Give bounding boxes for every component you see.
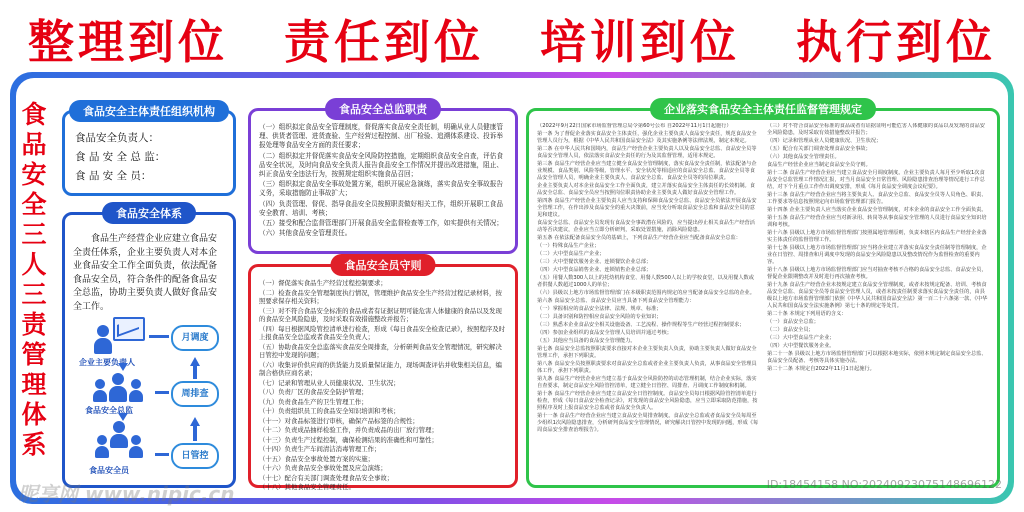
officer-rule: （十四）负责生产车间清洁消毒管理工作； <box>259 445 381 453</box>
regulation-article: 第十四条 企业主要负责人应当落实企业食品安全管理制度，对本企业的食品安全工作全面负责。 <box>767 207 987 213</box>
officer-rule: （二）检查食品安全管理制度执行情况，管理维护食品安全生产经营过程记录材料，按照要求保存相关资料； <box>259 288 502 305</box>
officer-rule: （十八）其他食品安全管理责任。 <box>259 483 355 491</box>
officer-rule: （十二）负责成品抽样检验工作，并负责成品的出厂放行管理； <box>259 426 438 434</box>
slogan-bar <box>0 0 1024 78</box>
regulation-article: 第十七条 县级以上地方市场监督管理部门应当将企业建立并落实食品安全责任制等管理制度，企业在日管控、周排查和月调度中发现的食品安全风险隐患以及整改情况作为监督检查的重要内容。 <box>767 245 987 265</box>
officer-rule: （九）负责食品生产的卫生管理工作； <box>259 397 368 406</box>
regulation-article: 食品生产经营企业应当制定食品安全员守则。 <box>767 162 871 168</box>
regulation-article: 第五条 在依法配备食品安全员的基础上，下列食品生产经营企业应当配备食品安全总监： <box>537 235 741 241</box>
role-food-safety-director: 食 品 安 全 总 监： <box>75 151 166 163</box>
officer-rule: （四）每日根据风险管控清单进行检查，形成《每日食品安全检查记录》，按照程序及时上报食品安全总监或者食品安全负责人； <box>259 324 506 341</box>
regulation-article: （二）大中型食品生产企业； <box>537 251 605 257</box>
regulation-article: （五）配合有关部门调查处理食品安全事故； <box>767 146 871 152</box>
director-duties-title: 食品安全总监职责 <box>325 98 441 120</box>
regulation-article: 第七条 食品安全总监按照职责要求直接对本企业主要负责人负责，协助主要负责人做好食品安全管理工作，承担下列职责。 <box>537 346 757 359</box>
director-duty: （六）其他食品安全管理责任。 <box>259 229 352 238</box>
regulation-article: 第十条 食品生产经营企业应当建立食品安全日管控制度。食品安全员每日根据风险管控清单进行检查，形成《每日食品安全检查记录》，对发现的食品安全风险隐患，应当立即采取防范措施，按照程序及时上报食品安全总监或者食品安全负责人。 <box>537 391 758 411</box>
regulation-article: （四）大中型食品销售企业、连锁销售企业总部； <box>537 267 652 273</box>
system-panel <box>62 207 236 488</box>
node-main-leader: 企业主要负责人 <box>79 358 135 367</box>
node-director: 食品安全总监 <box>85 406 133 415</box>
regulation-article: （三）熟悉本企业食品安全相关设施设备、工艺流程、操作规程等生产经营过程控制要求； <box>537 322 745 328</box>
slogan-2: 责任到位 <box>284 15 484 69</box>
oval-monthly-dispatch: 月调度 <box>171 325 219 351</box>
officer-rule: （十一）对食品标签进行审核，确保产品标签的合规性； <box>259 416 419 425</box>
regulation-article: 第二十条 本规定下列用语的含义： <box>767 311 847 317</box>
regulation-article: （五）用餐人数300人以上的托幼机构食堂、用餐人数500人以上的学校食堂，以及用餐人数或者供餐人数超过1000人的单位； <box>537 275 754 288</box>
regulation-article: 第十二条 食品生产经营企业应当建立食品安全月调度制度。企业主要负责人每月至少听取1次食品安全总监管理工作情况汇报，对当月食品安全日常管理、风险隐患排查治理等情况进行工作总结，对下个月重点工作作出调度安排，形成《每月食品安全调度会议纪要》。 <box>767 170 985 190</box>
arrow-down-icon <box>118 363 128 371</box>
regulation-columns <box>529 111 997 475</box>
director-duty: （四）负责管理、督促、指导食品安全员按照职责做好相关工作，组织开展职工食品安全教育、培训、考核； <box>259 199 503 217</box>
regulation-article: 第二十二条 本规定自2022年11月1日起施行。 <box>767 366 875 372</box>
officer-rule: （十六）负责食品安全事故处置及应急演练； <box>259 464 387 472</box>
officer-rule: （三）对不符合食品安全标准的食品或者有证据证明可能危害人体健康的食品以及发现的食品安全风险隐患，及时采取有效措施整改并报告； <box>259 306 502 323</box>
officer-rule: （八）负责厂区的食品安全防护管理； <box>259 388 368 396</box>
regulation-article: 食品安全总监、食品安全员发现有食品安全事故潜在风险的，应当提出停止相关食品生产经营活动等否决建议，企业应当立即分析研判，采取处置措施，消除风险隐患。 <box>537 220 755 233</box>
org-roles <box>65 129 233 186</box>
officer-rule: （五）协助食品安全总监落实食品安全周排查，分析研判食品安全管理情况，研究解决日管控中发现的问题； <box>259 342 502 359</box>
officer-rule: （十）负责组织员工的食品安全知识培训和考核； <box>259 407 400 415</box>
officer-team-icon <box>95 421 155 461</box>
system-description: 食品生产经营企业应建立食品安全责任体系，企业主要负责人对本企业食品安全工作全面负责，依法配备食品安全员，符合条件的配备食品安全总监，协助主要负责人做好食品安全工作。 <box>73 234 218 312</box>
regulation-panel <box>526 103 1000 488</box>
regulation-article: 第八条 食品安全员按照职责要求对食品安全总监或者企业主要负责人负责，从事食品安全管理具体工作，承担下列职责。 <box>537 361 757 374</box>
arrow-up-stem <box>193 426 197 441</box>
regulation-article: 第四条 食品生产经营企业主要负责人应当支持和保障食品安全总监、食品安全员依法开展食品安全管理工作，在作出涉及食品安全的重大决策前，应当充分听取食品安全总监和食品安全员的意见和建议。 <box>537 198 757 218</box>
regulation-article: 第六条 食品安全总监、食品安全员应当具备下列食品安全管理能力： <box>537 298 695 304</box>
org-panel <box>62 105 236 196</box>
vertical-title: 食品安全三人三责管理体系 <box>21 100 47 459</box>
officer-rules-title: 食品安全员守则 <box>331 254 436 276</box>
slogan-4: 执行到位 <box>796 15 996 69</box>
arrow-right-icon <box>155 391 169 394</box>
oval-daily-control: 日管控 <box>171 443 219 469</box>
director-duties-panel <box>248 103 518 254</box>
responsibility-flow-diagram <box>71 317 226 477</box>
regulation-article: 第三条 食品生产经营企业应当建立健全食品安全管理制度，落实食品安全责任制，依法配备与企业规模、食品类别、风险等级、管理水平、安全状况等相适应的食品安全总监、食品安全员等食品安全管理人员，明确企业主要负责人、食品安全总监、食品安全员等的岗位职责。 <box>537 161 757 181</box>
director-duty: （三）组织拟定食品安全事故处置方案，组织开展应急演练，落实食品安全事故报告义务，采取措施防止事故扩大； <box>259 180 503 198</box>
arrow-up-icon <box>190 357 200 366</box>
arrow-down-icon <box>118 413 128 421</box>
arrow-right-icon <box>149 335 169 338</box>
regulation-article: 第十八条 县级以上地方市场监督管理部门应当对抽查考核不合格的食品安全总监、食品安全员，督促企业限期整改并及时进行再次抽查考核。 <box>767 267 987 280</box>
officer-rule: （七）记录和管理从业人员健康状况、卫生状况； <box>259 378 400 387</box>
node-officer: 食品安全员 <box>89 466 129 475</box>
regulation-article: （六）县级以上地方市场监督管理部门在本级职责范围内规定的应当配备食品安全总监的企业。 <box>537 290 755 296</box>
regulation-title: 企业落实食品安全主体责任监督管理规定 <box>650 98 876 120</box>
regulation-article: （一）食品安全总监； <box>767 319 819 325</box>
slogan-1: 整理到位 <box>28 15 228 69</box>
regulation-article: 第二十一条 县级以上地方市场监督管理部门可以根据本地实际，依照本规定制定食品安全总监、食品安全员配备、考核等具体实施办法。 <box>767 351 987 364</box>
regulation-article: （三）对不符合食品安全标准的食品或者有证据证明可能危害人体健康的食品以及发现的食品安全风险隐患，及时采取有效措施整改并报告； <box>767 123 985 136</box>
officer-rule: （六）收集评价供应商的供货能力及质量保证能力，现场调查评估并收集相关信息，编制合格供应商名录； <box>259 360 502 377</box>
regulation-article: （三）大中型食品生产企业； <box>767 335 835 341</box>
leader-figure-icon <box>93 317 143 357</box>
regulation-article: 第十一条 食品生产经营企业应当建立食品安全周排查制度。食品安全总监或者食品安全员每周至少组织1次风险隐患排查，分析研判食品安全管理情况，研究解决日管控中发现的问题，形成《每周食品安全排查治理报告》。 <box>537 413 759 433</box>
watermark-logo: 昵享网 www.nipic.cn <box>18 482 235 506</box>
regulation-article: 第十三条 食品生产经营企业应当将主要负责人、食品安全总监、食品安全员等人员角色、职责、工作要求等信息按照规定向市场监督管理部门报告。 <box>767 192 987 205</box>
arrow-up-stem <box>193 366 197 379</box>
director-duty: （一）组织拟定食品安全管理制度，督促落实食品安全责任制，明确从业人员健康管理、供货者管理、进货查验、生产经营过程控制、出厂检验、追溯体系建设、投诉举报处理等食品安全方面的责任要求； <box>259 123 503 150</box>
officer-rules-panel <box>248 259 518 491</box>
regulation-article: 企业主要负责人对本企业食品安全工作全面负责，建立并落实食品安全主体责任的长效机制。食品安全总监、食品安全员应当按照岗位职责协助企业主要负责人做好食品安全管理工作。 <box>537 183 755 196</box>
regulation-article: （五）其他应当具备的食品安全管理能力。 <box>537 338 636 344</box>
slogan-3: 培训到位 <box>540 15 740 69</box>
officer-rule: （一）督促落实食品生产经营过程控制要求； <box>259 279 387 287</box>
regulation-column-right <box>767 123 989 475</box>
regulation-header: （2022年9月22日国家市场监督管理总局令第60号公布 自2022年11月1日起施行） <box>537 123 732 129</box>
arrow-up-icon <box>190 417 200 426</box>
director-group-icon <box>93 371 153 405</box>
system-panel-title: 食品安全体系 <box>102 202 196 224</box>
director-duty: （五）接受和配合监督管理部门开展食品安全监督检查等工作，如实提供有关情况； <box>259 219 503 228</box>
regulation-article: 第一条 为了督促企业落实食品安全主体责任，强化企业主要负责人食品安全责任，规范食品安全管理人员行为，根据《中华人民共和国食品安全法》及其实施条例等法律法规，制定本规定。 <box>537 131 757 144</box>
regulation-article: （二）具备识别和防控相应食品安全风险的专业知识； <box>537 314 662 320</box>
arrow-right-icon <box>155 453 169 456</box>
regulation-article: 第十五条 食品生产经营企业应当对新录用、转岗等从事食品安全管理的人员进行食品安全知识培训和考核。 <box>767 215 987 228</box>
image-id-tag: ID:18454158 NO:20240923075148696122 <box>766 478 1002 491</box>
regulation-article: 第十九条 食品生产经营企业未按规定建立食品安全管理制度，或者未按规定配备、培训、考核食品安全总监、食品安全员等食品安全管理人员，或者未按责任制要求落实食品安全责任的，由县级以上地方市场监督管理部门依照《中华人民共和国食品安全法》第一百二十六条第一款、《中华人民共和国食品安全法实施条例》第七十条的规定等处罚。 <box>767 282 988 309</box>
regulation-article: （一）特殊食品生产企业； <box>537 243 600 249</box>
role-food-safety-leader: 食品安全负责人： <box>75 132 159 144</box>
regulation-article: （三）大中型餐饮服务企业、连锁餐饮企业总部； <box>537 259 652 265</box>
regulation-article: （四）参加企业组织的食品安全管理人员培训并通过考核； <box>537 330 672 336</box>
director-duties-list <box>251 111 515 238</box>
regulation-article: （四）记录和管理从业人员健康状况、卫生状况； <box>767 138 882 144</box>
director-duty: （二）组织拟定并督促落实食品安全风险防控措施，定期组织食品安全自查，评估食品安全状况，及时向食品安全负责人报告食品安全工作情况并提出改进措施，阻止、纠正食品安全违法行为，按照规定组织实施食品召回； <box>259 151 503 179</box>
regulation-article: 第九条 食品生产经营企业应当建立基于食品安全风险防控的动态管理机制，结合企业实际，落实自查要求，制定食品安全风险管控清单，建立健全日管控、周排查、月调度工作制度和机制。 <box>537 376 757 389</box>
regulation-article: （六）其他食品安全管理责任。 <box>767 154 840 160</box>
regulation-article: （四）大中型餐饮服务企业。 <box>767 343 835 349</box>
org-panel-title: 食品安全主体责任组织机构 <box>69 100 229 122</box>
regulation-article: （一）掌握相应的食品安全法律、法规、规章、标准； <box>537 306 662 312</box>
role-food-safety-officer: 食 品 安 全 员： <box>75 170 152 182</box>
oval-weekly-check: 周排查 <box>171 381 219 407</box>
regulation-article: 第二条 在中华人民共和国境内，食品生产经营企业主要负责人以及食品安全总监、食品安全员等食品安全管理人员，依法落实食品安全责任的行为及其监督管理，适用本规定。 <box>537 146 757 159</box>
regulation-article: 第十六条 县级以上地方市场监督管理部门按照属地管理原则，负责本辖区内食品生产经营企业落实主体责任的监督管理工作。 <box>767 230 987 243</box>
officer-rule: （十七）配合有关部门调查处理食品安全事故； <box>259 473 394 482</box>
officer-rule: （十五）食品安全事故处置方案的实施； <box>259 454 375 463</box>
regulation-article: （二）食品安全员； <box>767 327 814 333</box>
regulation-column-left <box>537 123 759 475</box>
officer-rule: （十三）负责生产过程控制，确保检测结果的准确性和可靠性； <box>259 435 438 444</box>
officer-rules-list <box>251 267 515 492</box>
